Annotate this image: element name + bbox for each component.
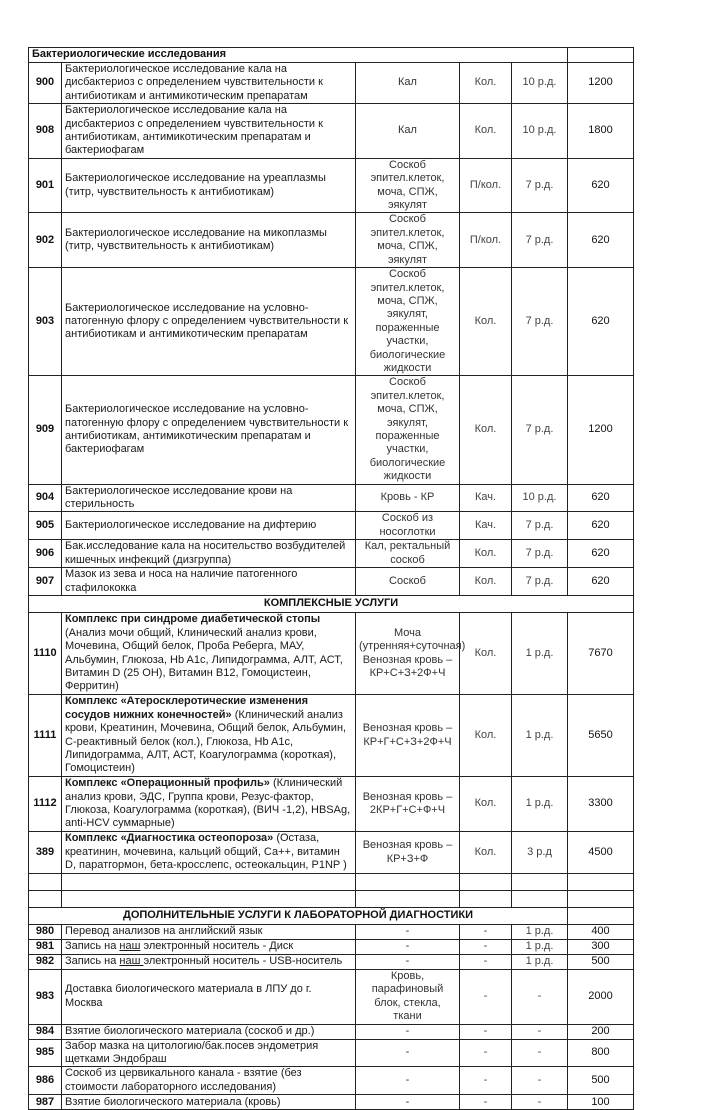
turnaround-time: -	[512, 1067, 568, 1095]
turnaround-time: 7 р.д.	[512, 568, 568, 596]
underlined-word: наш	[119, 940, 141, 953]
table-row	[29, 512, 634, 540]
service-code: 903	[29, 268, 62, 376]
complex-title: Комплекс при синдроме диабетической стопы	[65, 613, 321, 626]
biomaterial: Венозная кровь – 2КР+Г+С+Ф+Ч	[356, 777, 460, 832]
service-description: Доставка биологического материала в ЛПУ до г. Москва	[62, 970, 356, 1025]
complex-contents: (Остаза, креатинин, мочевина, кальций общий, Са++, витамин D, паратгормон, бета-кросслепс, остеокальцин, P1NP )	[65, 832, 347, 872]
table-row	[29, 613, 634, 695]
turnaround-time: 10 р.д.	[512, 484, 568, 512]
turnaround-time: 7 р.д.	[512, 268, 568, 376]
table-row	[29, 104, 634, 159]
price: 3300	[568, 777, 634, 832]
service-description: Соскоб из цервикального канала - взятие (без стоимости лабораторного исследования)	[62, 1067, 356, 1095]
biomaterial: Кровь - КР	[356, 484, 460, 512]
price-list-table	[28, 47, 634, 1110]
complex-contents: (Клинический анализ крови, ЭДС, Группа крови, Резус-фактор, Глюкоза, Коагулограмма (короткая), (ВИЧ -1,2), HBSAg, anti-HCV суммарные)	[65, 777, 351, 830]
turnaround-time: 1 р.д.	[512, 695, 568, 777]
method: -	[460, 1024, 512, 1039]
method: -	[460, 970, 512, 1025]
service-description: Взятие биологического материала (соскоб и др.)	[62, 1024, 356, 1039]
turnaround-time: -	[512, 1024, 568, 1039]
table-row	[29, 777, 634, 832]
service-description: Перевод анализов на английский язык	[62, 925, 356, 940]
table-row	[29, 1024, 634, 1039]
complex-contents: (Анализ мочи общий, Клинический анализ крови, Мочевина, Общий белок, Проба Реберга, МАУ, Альбумин, Глюкоза, Hb A1c, Липидограмма, АЛТ, АСТ, Витамин D (25 ОН), Витамин B12, Гомоцистеин, Ферритин)	[65, 626, 343, 693]
service-description: Запись на наш электронный носитель - USB-носитель	[62, 955, 356, 970]
table-row	[29, 1067, 634, 1095]
empty-cell	[62, 891, 356, 908]
price: 800	[568, 1039, 634, 1067]
biomaterial: Соскоб эпител.клеток, моча, СПЖ, эякулят, пораженные участки, биологические жидкости	[356, 268, 460, 376]
price: 620	[568, 268, 634, 376]
turnaround-time: 1 р.д.	[512, 955, 568, 970]
section-title: Бактериологические исследования	[29, 48, 568, 63]
service-code: 905	[29, 512, 62, 540]
biomaterial: -	[356, 1039, 460, 1067]
table-row	[29, 925, 634, 940]
biomaterial: Соскоб эпител.клеток, моча, СПЖ, эякулят	[356, 158, 460, 213]
service-description: Бактериологическое исследование на дифтерию	[62, 512, 356, 540]
empty-row	[29, 874, 634, 891]
service-description: Забор мазка на цитологию/бак.посев эндометрия щетками Эндобраш	[62, 1039, 356, 1067]
method: Кол.	[460, 568, 512, 596]
empty-cell	[460, 874, 512, 891]
price: 200	[568, 1024, 634, 1039]
price: 620	[568, 568, 634, 596]
table-row	[29, 568, 634, 596]
service-code: 982	[29, 955, 62, 970]
biomaterial: Соскоб эпител.клеток, моча, СПЖ, эякулят	[356, 213, 460, 268]
turnaround-time: 1 р.д.	[512, 940, 568, 955]
complex-title: Комплекс «Атеросклеротические изменения сосудов нижних конечностей»	[65, 695, 309, 721]
table-row	[29, 268, 634, 376]
price: 400	[568, 925, 634, 940]
service-code: 900	[29, 63, 62, 104]
complex-title: Комплекс «Операционный профиль»	[65, 777, 270, 790]
section-header-complex	[29, 596, 634, 613]
complex-title: Комплекс «Диагностика остеопороза»	[65, 832, 274, 845]
biomaterial: Соскоб эпител.клеток, моча, СПЖ, эякулят, пораженные участки, биологические жидкости	[356, 376, 460, 484]
method: П/кол.	[460, 158, 512, 213]
section-title: ДОПОЛНИТЕЛЬНЫЕ УСЛУГИ К ЛАБОРАТОРНОЙ ДИАГНОСТИКИ	[29, 908, 568, 925]
service-code: 901	[29, 158, 62, 213]
empty-cell	[568, 891, 634, 908]
table-row	[29, 540, 634, 568]
empty-cell	[512, 874, 568, 891]
service-description: Взятие биологического материала (кровь)	[62, 1095, 356, 1110]
price: 100	[568, 1095, 634, 1110]
price: 620	[568, 213, 634, 268]
price: 500	[568, 1067, 634, 1095]
method: Кол.	[460, 268, 512, 376]
turnaround-time: -	[512, 1039, 568, 1067]
service-code: 986	[29, 1067, 62, 1095]
service-description	[62, 613, 356, 695]
biomaterial: Венозная кровь – КР+З+Ф	[356, 832, 460, 874]
service-description: Запись на наш электронный носитель - Диск	[62, 940, 356, 955]
table-row	[29, 970, 634, 1025]
price: 300	[568, 940, 634, 955]
service-description: Мазок из зева и носа на наличие патогенного стафилококка	[62, 568, 356, 596]
biomaterial: -	[356, 940, 460, 955]
biomaterial: Кал	[356, 63, 460, 104]
service-description: Бактериологическое исследование кала на дисбактериоз с определением чувствительности к антибиотикам и антимикотическим препаратам	[62, 63, 356, 104]
section-title: КОМПЛЕКСНЫЕ УСЛУГИ	[29, 596, 634, 613]
service-code: 1111	[29, 695, 62, 777]
service-description: Бактериологическое исследование на условно-патогенную флору с определением чувствительности к антибиотикам, антимикотическим препаратам и бактериофагам	[62, 376, 356, 484]
service-code: 1112	[29, 777, 62, 832]
empty-cell	[356, 891, 460, 908]
method: Кол.	[460, 63, 512, 104]
table-row	[29, 158, 634, 213]
method: Кол.	[460, 777, 512, 832]
service-code: 983	[29, 970, 62, 1025]
service-code: 906	[29, 540, 62, 568]
price: 7670	[568, 613, 634, 695]
turnaround-time: 7 р.д.	[512, 376, 568, 484]
method: Кач.	[460, 484, 512, 512]
turnaround-time: 1 р.д.	[512, 613, 568, 695]
method: -	[460, 940, 512, 955]
turnaround-time: 3 р.д	[512, 832, 568, 874]
price: 5650	[568, 695, 634, 777]
method: Кол.	[460, 104, 512, 159]
biomaterial: -	[356, 1024, 460, 1039]
table-row	[29, 376, 634, 484]
biomaterial: Венозная кровь – КР+Г+С+З+2Ф+Ч	[356, 695, 460, 777]
service-code: 907	[29, 568, 62, 596]
price: 2000	[568, 970, 634, 1025]
table-row	[29, 63, 634, 104]
method: -	[460, 1067, 512, 1095]
price: 1200	[568, 63, 634, 104]
method: -	[460, 1095, 512, 1110]
table-row	[29, 832, 634, 874]
price: 1800	[568, 104, 634, 159]
price: 4500	[568, 832, 634, 874]
method: Кол.	[460, 695, 512, 777]
section-header-additional	[29, 908, 634, 925]
method: Кач.	[460, 512, 512, 540]
turnaround-time: 7 р.д.	[512, 540, 568, 568]
service-description	[62, 695, 356, 777]
method: Кол.	[460, 832, 512, 874]
biomaterial: Кровь, парафиновый блок, стекла, ткани	[356, 970, 460, 1025]
table-row	[29, 213, 634, 268]
service-code: 980	[29, 925, 62, 940]
price: 500	[568, 955, 634, 970]
table-row	[29, 940, 634, 955]
service-code: 987	[29, 1095, 62, 1110]
turnaround-time: -	[512, 970, 568, 1025]
complex-contents: (Клинический анализ крови, Креатинин, Мочевина, Общий белок, Альбумин, С-реактивный белок (кол.), Глюкоза, Hb A1c, Липидограмма, АЛТ, АСТ, Коагулограмма (короткая), Гомоцистеин)	[65, 708, 347, 775]
method: -	[460, 925, 512, 940]
price: 1200	[568, 376, 634, 484]
price: 620	[568, 484, 634, 512]
turnaround-time: 1 р.д.	[512, 925, 568, 940]
empty-cell	[29, 874, 62, 891]
service-description: Бактериологическое исследование крови на стерильность	[62, 484, 356, 512]
table-row	[29, 1095, 634, 1110]
biomaterial: Кал, ректальный соскоб	[356, 540, 460, 568]
biomaterial: -	[356, 1067, 460, 1095]
empty-cell	[62, 874, 356, 891]
turnaround-time: 7 р.д.	[512, 213, 568, 268]
turnaround-time: 10 р.д.	[512, 104, 568, 159]
service-description: Бактериологическое исследование кала на дисбактериоз с определением чувствительности к антибиотикам, антимикотическим препаратам и бактериофагам	[62, 104, 356, 159]
biomaterial: Соскоб	[356, 568, 460, 596]
method: Кол.	[460, 376, 512, 484]
empty-cell	[512, 891, 568, 908]
method: -	[460, 955, 512, 970]
service-code: 389	[29, 832, 62, 874]
turnaround-time: 7 р.д.	[512, 512, 568, 540]
method: Кол.	[460, 613, 512, 695]
biomaterial: -	[356, 1095, 460, 1110]
table-row	[29, 695, 634, 777]
service-code: 909	[29, 376, 62, 484]
empty-row	[29, 891, 634, 908]
table-row	[29, 1039, 634, 1067]
service-description	[62, 832, 356, 874]
biomaterial: -	[356, 955, 460, 970]
method: -	[460, 1039, 512, 1067]
service-code: 1110	[29, 613, 62, 695]
biomaterial: -	[356, 925, 460, 940]
method: П/кол.	[460, 213, 512, 268]
price: 620	[568, 158, 634, 213]
turnaround-time: 1 р.д.	[512, 777, 568, 832]
section-header-bacteriology	[29, 48, 634, 63]
underlined-word: наш	[119, 955, 144, 968]
turnaround-time: 10 р.д.	[512, 63, 568, 104]
service-code: 908	[29, 104, 62, 159]
price: 620	[568, 540, 634, 568]
service-code: 902	[29, 213, 62, 268]
biomaterial: Кал	[356, 104, 460, 159]
biomaterial: Моча (утренняя+суточная) Венозная кровь – КР+С+З+2Ф+Ч	[356, 613, 460, 695]
service-code: 981	[29, 940, 62, 955]
empty-cell	[356, 874, 460, 891]
service-description: Бактериологическое исследование на уреаплазмы (титр, чувствительность к антибиотикам)	[62, 158, 356, 213]
table-row	[29, 955, 634, 970]
table-row	[29, 484, 634, 512]
service-code: 985	[29, 1039, 62, 1067]
service-description: Бактериологическое исследование на микоплазмы (титр, чувствительность к антибиотикам)	[62, 213, 356, 268]
empty-cell	[29, 891, 62, 908]
biomaterial: Соскоб из носоглотки	[356, 512, 460, 540]
service-description: Бактериологическое исследование на условно-патогенную флору с определением чувствительности к антибиотикам и антимикотическим препаратам	[62, 268, 356, 376]
service-code: 904	[29, 484, 62, 512]
turnaround-time: 7 р.д.	[512, 158, 568, 213]
method: Кол.	[460, 540, 512, 568]
price: 620	[568, 512, 634, 540]
service-description	[62, 777, 356, 832]
empty-cell	[568, 908, 634, 925]
empty-cell	[460, 891, 512, 908]
empty-cell	[568, 874, 634, 891]
turnaround-time: -	[512, 1095, 568, 1110]
service-code: 984	[29, 1024, 62, 1039]
service-description: Бак.исследование кала на носительство возбудителей кишечных инфекций (дизгруппа)	[62, 540, 356, 568]
